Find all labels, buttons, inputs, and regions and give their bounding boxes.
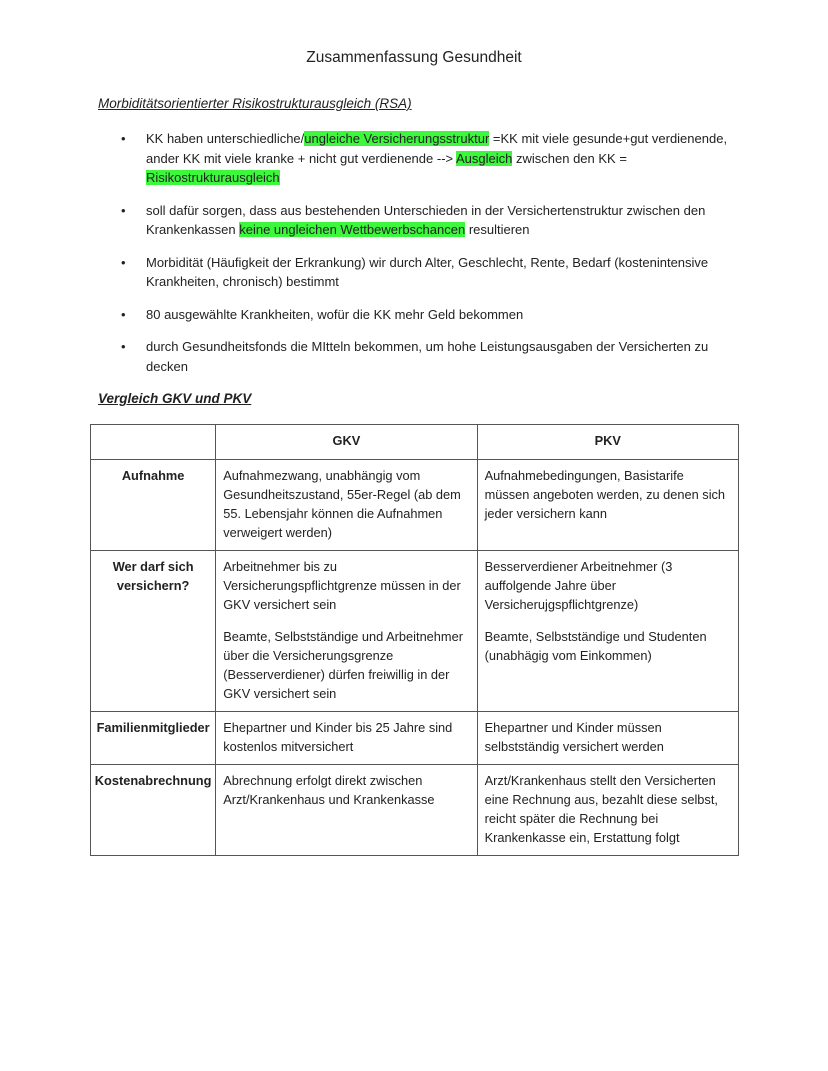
list-item: • soll dafür sorgen, dass aus bestehenden Unterschieden in der Versichertenstruktur zwischen den Krankenkassen keine ungleichen Wettbewerbschancen resultieren: [121, 202, 706, 237]
pkv-cell: Arzt/Krankenhaus stellt den Versicherten eine Rechnung aus, bezahlt diese selbst, reicht später die Rechnung bei Krankenkasse ein, Erstattung folgt: [477, 765, 738, 856]
highlighted-text: Risikostrukturausgleich: [146, 170, 280, 185]
highlighted-text: Ausgleich: [456, 150, 513, 166]
row-label: Aufnahme: [91, 460, 216, 551]
row-label: Familienmitglieder: [91, 712, 216, 765]
list-item: • Morbidität (Häufigkeit der Erkrankung) wir durch Alter, Geschlecht, Rente, Bedarf (kostenintensive Krankheiten, chronisch) bestimmt: [121, 254, 709, 289]
rsa-bullet-list: [121, 129, 731, 389]
pkv-cell: Ehepartner und Kinder müssen selbstständig versichert werden: [477, 712, 738, 765]
section-heading-comparison: Vergleich GKV und PKV: [98, 391, 252, 406]
table-row: [91, 551, 739, 712]
row-label: Wer darf sich versichern?: [91, 551, 216, 712]
bullet-icon: •: [121, 131, 126, 146]
table-header-gkv: GKV: [216, 425, 477, 460]
gkv-cell: Aufnahmezwang, unabhängig vom Gesundheitszustand, 55er-Regel (ab dem 55. Lebensjahr können die Aufnahmen verweigert werden): [216, 460, 477, 551]
table-row: [91, 765, 739, 856]
table-header-pkv: PKV: [477, 425, 738, 460]
highlighted-text: keine ungleichen Wettbewerbschancen: [239, 222, 466, 237]
gkv-cell: Ehepartner und Kinder bis 25 Jahre sind kostenlos mitversichert: [216, 712, 477, 765]
bullet-icon: •: [121, 339, 126, 354]
gkv-cell: Abrechnung erfolgt direkt zwischen Arzt/Krankenhaus und Krankenkasse: [216, 765, 477, 856]
highlighted-text: ungleiche Versicherungsstruktur: [304, 131, 490, 146]
list-item: • 80 ausgewählte Krankheiten, wofür die KK mehr Geld bekommen: [121, 305, 731, 325]
row-label: Kostenabrechnung: [91, 765, 216, 856]
page-title: Zusammenfassung Gesundheit: [306, 49, 522, 66]
comparison-table: [90, 424, 739, 856]
gkv-cell: Arbeitnehmer bis zu Versicherungspflichtgrenze müssen in der GKV versichert sein Beamte, Selbstständige und Arbeitnehmer über die Versicherungsgrenze (Besserverdiener) dürfen freiwillig in der GKV versichert sein: [216, 551, 477, 712]
list-item: • KK haben unterschiedliche/ungleiche Versicherungsstruktur =KK mit viele gesunde+gut verdienende, ander KK mit viele kranke + nicht gut verdienende --> Ausgleich zwischen den KK = Risikostrukturausgleich: [121, 131, 728, 185]
bullet-icon: •: [121, 306, 126, 322]
bullet-icon: •: [121, 202, 126, 218]
table-header-row: [91, 425, 739, 460]
section-heading-rsa: Morbiditätsorientierter Risikostrukturausgleich (RSA): [98, 96, 412, 111]
pkv-cell: Besserverdiener Arbeitnehmer (3 auffolgende Jahre über Versicherujgspflichtgrenze) Beamte, Selbstständige und Studenten (unabhägig vom Einkommen): [477, 551, 738, 712]
bullet-icon: •: [121, 254, 126, 270]
table-row: [91, 712, 739, 765]
pkv-cell: Aufnahmebedingungen, Basistarife müssen angeboten werden, zu denen sich jeder versichern kann: [477, 460, 738, 551]
table-row: [91, 460, 739, 551]
table-header-empty: [91, 425, 216, 460]
list-item: • durch Gesundheitsfonds die MItteln bekommen, um hohe Leistungsausgaben der Versicherten zu decken: [121, 339, 709, 374]
